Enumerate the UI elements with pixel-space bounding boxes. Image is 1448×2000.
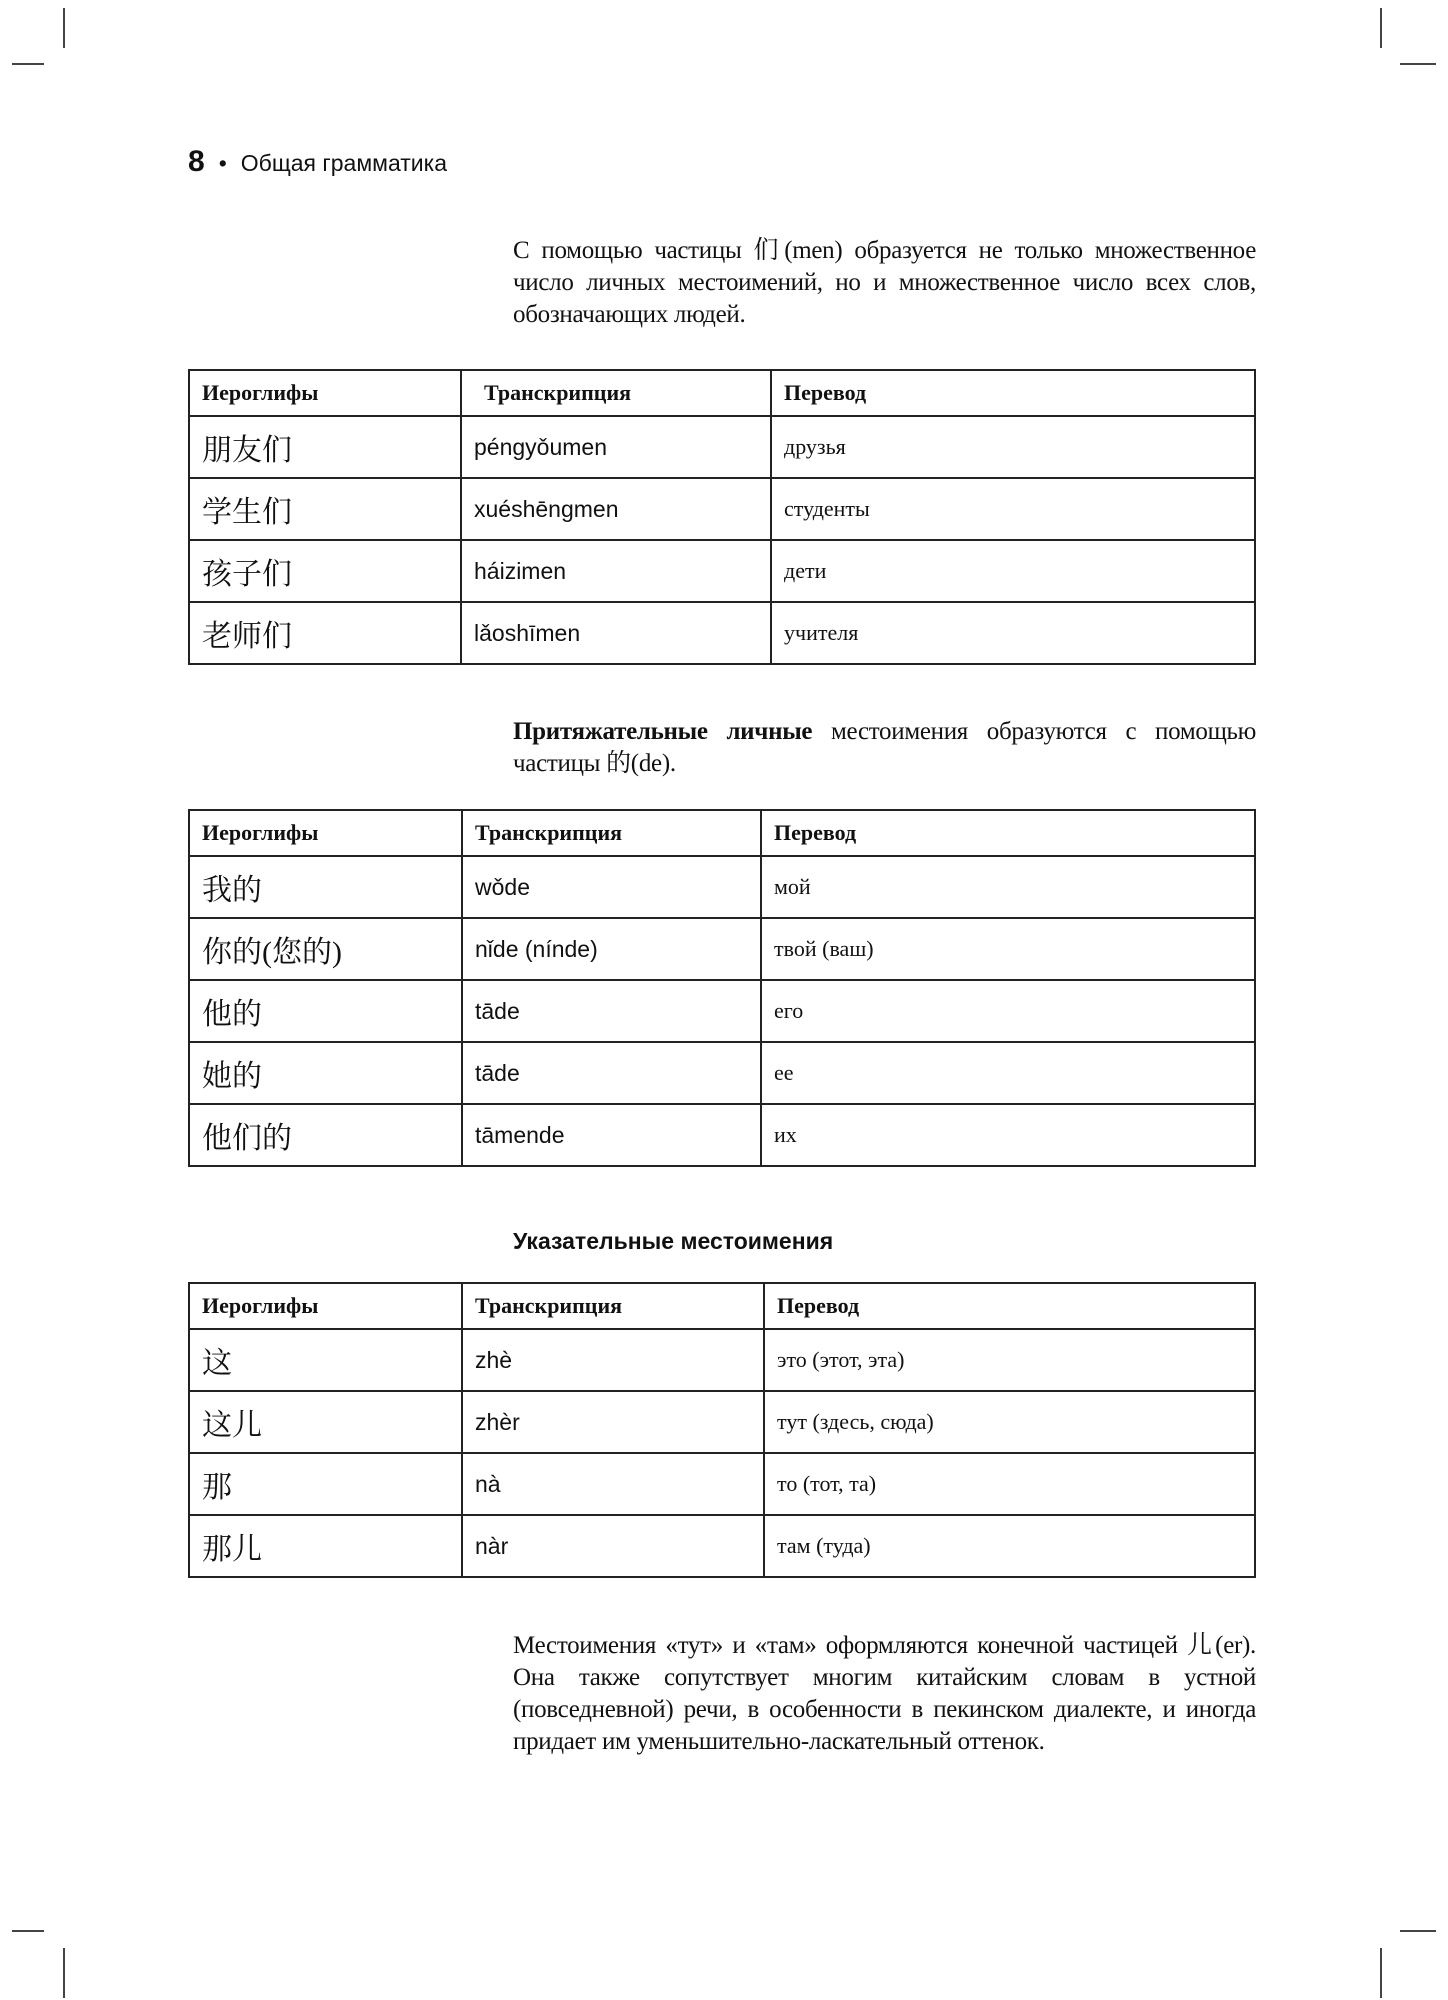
col-translation: Перевод [771, 370, 1255, 416]
transcription-cell: zhèr [462, 1391, 764, 1453]
possessive-paragraph [513, 716, 1256, 780]
hieroglyph-cell: 朋友们 [189, 416, 461, 478]
intro-paragraph: С помощью частицы 们(men) образуется не только множественное число личных местоимений, но и множественное число всех слов, обозначающих людей. [513, 237, 1256, 328]
bold-term: Притяжательные личные [513, 718, 813, 745]
closing-paragraph: Местоимения «тут» и «там» оформляются конечной частицей 儿(er). Она также сопутствует многим китайским словам в устной (повседневной) речи, в особенности в пекинском диалекте, и иногда придает им уменьшительно-ласкательный оттенок. [513, 1632, 1256, 1755]
transcription-cell: tāde [462, 1042, 761, 1104]
page-number: 8 [188, 145, 205, 178]
crop-mark [1400, 1930, 1436, 1932]
possessive-table [188, 809, 1256, 1167]
bullet: • [218, 150, 227, 176]
translation-cell: твой (ваш) [761, 918, 1255, 980]
table-row [189, 856, 1255, 918]
translation-cell: учителя [771, 602, 1255, 664]
col-transcription: Транскрипция [462, 810, 761, 856]
translation-cell: студенты [771, 478, 1255, 540]
table-row [189, 540, 1255, 602]
running-header [188, 145, 447, 179]
hieroglyph-cell: 他的 [189, 980, 462, 1042]
translation-cell: там (туда) [764, 1515, 1255, 1577]
translation-cell: дети [771, 540, 1255, 602]
translation-cell: ее [761, 1042, 1255, 1104]
table-row [189, 602, 1255, 664]
hieroglyph-cell: 她的 [189, 1042, 462, 1104]
table-header [189, 810, 1255, 856]
col-hieroglyphs: Иероглифы [189, 370, 461, 416]
crop-mark [63, 1948, 65, 1998]
translation-cell: их [761, 1104, 1255, 1166]
translation-cell: мой [761, 856, 1255, 918]
translation-cell: это (этот, эта) [764, 1329, 1255, 1391]
crop-mark [1380, 8, 1382, 48]
transcription-cell: tāde [462, 980, 761, 1042]
hieroglyph-cell: 他们的 [189, 1104, 462, 1166]
translation-cell: то (тот, та) [764, 1453, 1255, 1515]
table-row [189, 918, 1255, 980]
col-translation: Перевод [761, 810, 1255, 856]
section-title: Общая грамматика [240, 150, 447, 176]
table-row [189, 980, 1255, 1042]
transcription-cell: wǒde [462, 856, 761, 918]
transcription-cell: tāmende [462, 1104, 761, 1166]
table-row [189, 1104, 1255, 1166]
table-row [189, 416, 1255, 478]
col-transcription: Транскрипция [462, 1283, 764, 1329]
table-row [189, 478, 1255, 540]
hieroglyph-cell: 那 [189, 1453, 462, 1515]
transcription-cell: péngyǒumen [461, 416, 771, 478]
transcription-cell: zhè [462, 1329, 764, 1391]
section-heading: Указательные местоимения [513, 1228, 834, 1254]
hieroglyph-cell: 我的 [189, 856, 462, 918]
hieroglyph-cell: 这儿 [189, 1391, 462, 1453]
table-row [189, 1391, 1255, 1453]
col-transcription: Транскрипция [461, 370, 771, 416]
crop-mark [12, 63, 44, 65]
crop-mark [63, 8, 65, 48]
translation-cell: его [761, 980, 1255, 1042]
paragraph-text: местоимения образуются с помощью частицы 的(de). [513, 718, 1257, 777]
hieroglyph-cell: 这 [189, 1329, 462, 1391]
col-hieroglyphs: Иероглифы [189, 810, 462, 856]
translation-cell: тут (здесь, сюда) [764, 1391, 1255, 1453]
hieroglyph-cell: 孩子们 [189, 540, 461, 602]
hieroglyph-cell: 那儿 [189, 1515, 462, 1577]
table-row [189, 1042, 1255, 1104]
transcription-cell: háizimen [461, 540, 771, 602]
translation-cell: друзья [771, 416, 1255, 478]
table-row [189, 1453, 1255, 1515]
table-header [189, 370, 1255, 416]
table-row [189, 1329, 1255, 1391]
table-header [189, 1283, 1255, 1329]
crop-mark [12, 1930, 44, 1932]
demonstrative-table [188, 1282, 1256, 1578]
table-row [189, 1515, 1255, 1577]
hieroglyph-cell: 学生们 [189, 478, 461, 540]
transcription-cell: nǐde (nínde) [462, 918, 761, 980]
col-translation: Перевод [764, 1283, 1255, 1329]
hieroglyph-cell: 老师们 [189, 602, 461, 664]
crop-mark [1380, 1948, 1382, 1998]
transcription-cell: nàr [462, 1515, 764, 1577]
transcription-cell: xuéshēngmen [461, 478, 771, 540]
transcription-cell: nà [462, 1453, 764, 1515]
plural-table [188, 369, 1256, 665]
col-hieroglyphs: Иероглифы [189, 1283, 462, 1329]
hieroglyph-cell: 你的(您的) [189, 918, 462, 980]
transcription-cell: lǎoshīmen [461, 602, 771, 664]
crop-mark [1400, 63, 1436, 65]
